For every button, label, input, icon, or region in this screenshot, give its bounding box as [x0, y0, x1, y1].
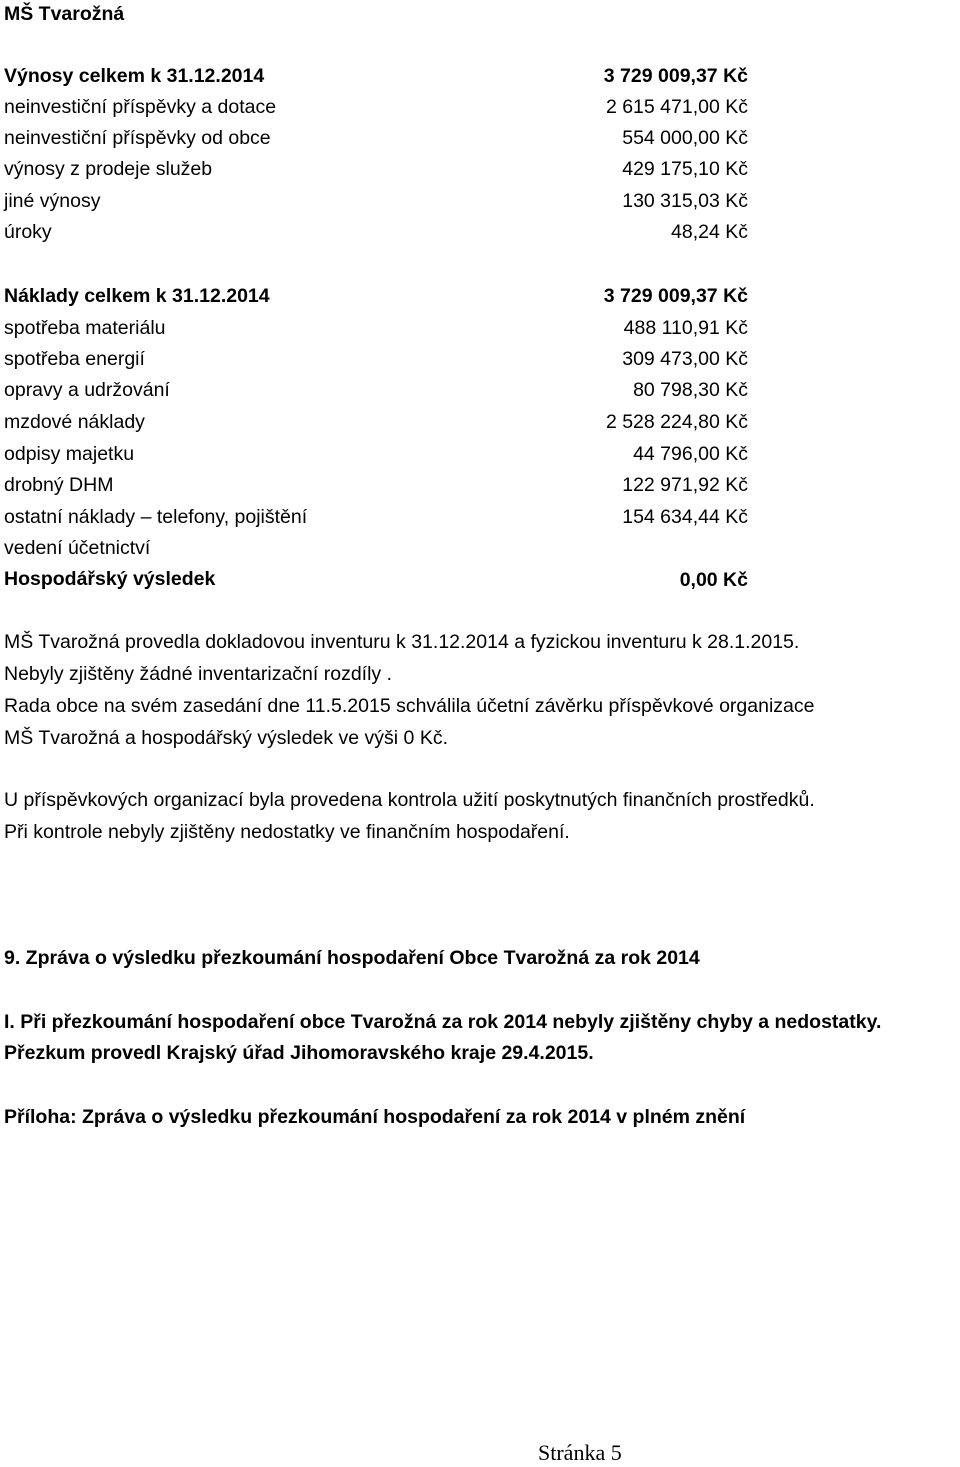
cost-item-label: drobný DHM — [4, 474, 114, 496]
cost-item-label: spotřeba materiálu — [4, 317, 166, 339]
revenue-item-amount: 429 175,10 Kč — [622, 158, 748, 180]
section-line: Přezkum provedl Krajský úřad Jihomoravského kraje 29.4.2015. — [4, 1042, 594, 1064]
section-line: I. Při přezkoumání hospodaření obce Tvarožná za rok 2014 nebyly zjištěny chyby a nedostatky. — [4, 1011, 882, 1033]
cost-item-label: mzdové náklady — [4, 411, 145, 433]
cost-item-label: vedení účetnictví — [4, 537, 151, 559]
cost-item-label: odpisy majetku — [4, 443, 135, 465]
revenue-item-label: neinvestiční příspěvky a dotace — [4, 96, 277, 118]
cost-item-amount: 122 971,92 Kč — [622, 474, 748, 496]
cost-item-amount: 488 110,91 Kč — [623, 317, 748, 339]
revenue-total-amount: 3 729 009,37 Kč — [603, 65, 748, 87]
paragraph-line: Rada obce na svém zasedání dne 11.5.2015 schválila účetní závěrku příspěvkové organizace — [4, 695, 815, 717]
cost-item-amount: 309 473,00 Kč — [622, 348, 748, 370]
paragraph-line: Nebyly zjištěny žádné inventarizační rozdíly . — [4, 663, 393, 685]
cost-item-amount: 2 528 224,80 Kč — [605, 411, 748, 433]
cost-item-amount: 154 634,44 Kč — [622, 506, 748, 528]
revenue-item-amount: 2 615 471,00 Kč — [605, 96, 748, 118]
revenue-item-label: výnosy z prodeje služeb — [4, 158, 213, 180]
cost-item-label: spotřeba energií — [4, 348, 145, 370]
attachment-line: Příloha: Zpráva o výsledku přezkoumání hospodaření za rok 2014 v plném znění — [4, 1106, 746, 1128]
revenue-item-label: jiné výnosy — [4, 190, 101, 212]
costs-total-label: Náklady celkem k 31.12.2014 — [4, 285, 270, 307]
revenue-item-label: úroky — [4, 221, 52, 243]
paragraph-line: MŠ Tvarožná provedla dokladovou inventuru k 31.12.2014 a fyzickou inventuru k 28.1.2015. — [4, 631, 800, 653]
page-number: Stránka 5 — [538, 1440, 622, 1465]
page-heading: MŠ Tvarožná — [4, 3, 125, 25]
revenue-item-amount: 48,24 Kč — [671, 221, 748, 243]
result-label: Hospodářský výsledek — [4, 568, 216, 590]
cost-item-label: ostatní náklady – telefony, pojištění — [4, 506, 308, 528]
cost-item-label: opravy a udržování — [4, 379, 170, 401]
revenue-total-label: Výnosy celkem k 31.12.2014 — [4, 65, 265, 87]
revenue-item-amount: 130 315,03 Kč — [622, 190, 748, 212]
paragraph-line: MŠ Tvarožná a hospodářský výsledek ve výši 0 Kč. — [4, 727, 448, 749]
result-amount: 0,00 Kč — [679, 569, 748, 591]
paragraph-line: U příspěvkových organizací byla provedena kontrola užití poskytnutých finančních prostředků. — [4, 789, 815, 811]
revenue-item-label: neinvestiční příspěvky od obce — [4, 127, 271, 149]
revenue-item-amount: 554 000,00 Kč — [622, 127, 748, 149]
section-title: 9. Zpráva o výsledku přezkoumání hospodaření Obce Tvarožná za rok 2014 — [4, 947, 700, 969]
cost-item-amount: 44 796,00 Kč — [633, 443, 748, 465]
paragraph-line: Při kontrole nebyly zjištěny nedostatky ve finančním hospodaření. — [4, 821, 570, 843]
costs-total-amount: 3 729 009,37 Kč — [603, 285, 748, 307]
cost-item-amount: 80 798,30 Kč — [633, 379, 748, 401]
